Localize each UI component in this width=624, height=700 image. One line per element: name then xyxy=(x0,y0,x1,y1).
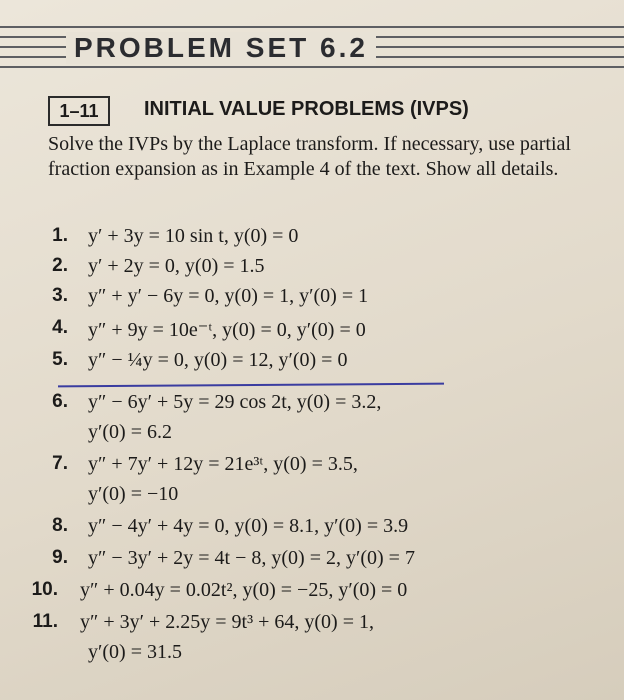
problem-equation: y′ + 3y = 10 sin t, y(0) = 0 xyxy=(88,225,299,247)
problem-equation: y″ + 7y′ + 12y = 21e³ᵗ, y(0) = 3.5, xyxy=(88,453,358,475)
instructions-paragraph: Solve the IVPs by the Laplace transform. If necessary, use partial fraction expansion as in Example 4 of the text. Show all details. xyxy=(48,133,571,180)
problem-equation: y″ − ¼y = 0, y(0) = 12, y′(0) = 0 xyxy=(88,349,348,371)
problem-equation: y″ + 0.04y = 0.02t², y(0) = −25, y′(0) = 0 xyxy=(80,579,408,601)
problem-equation: y″ + y′ − 6y = 0, y(0) = 1, y′(0) = 1 xyxy=(88,285,369,307)
problem-equation: y″ − 3y′ + 2y = 4t − 8, y(0) = 2, y′(0) = 7 xyxy=(88,547,415,569)
problem-number: 6. xyxy=(52,391,68,412)
problem-equation: y″ − 6y′ + 5y = 29 cos 2t, y(0) = 3.2, xyxy=(88,391,382,413)
problem-equation: y″ + 9y = 10e⁻ᵗ, y(0) = 0, y′(0) = 0 xyxy=(88,319,366,341)
section-title: INITIAL VALUE PROBLEMS (IVPS) xyxy=(144,98,469,120)
problem-number: 2. xyxy=(52,255,68,276)
problem-number: 3. xyxy=(52,285,68,306)
problem-number: 1. xyxy=(52,225,68,246)
problem-number: 8. xyxy=(52,515,68,536)
problem-number: 5. xyxy=(52,349,68,370)
problem-number: 4. xyxy=(52,317,68,338)
problem-set-title: PROBLEM SET 6.2 xyxy=(66,32,376,64)
problem-equation: y″ + 3y′ + 2.25y = 9t³ + 64, y(0) = 1, xyxy=(80,611,374,633)
problem-number: 10. xyxy=(31,579,58,600)
header-rule xyxy=(0,66,624,68)
problem-equation: y′ + 2y = 0, y(0) = 1.5 xyxy=(88,255,265,277)
section-range-box: 1–11 xyxy=(48,96,110,126)
problem-continuation: y′(0) = 31.5 xyxy=(88,641,182,663)
problem-equation: y″ − 4y′ + 4y = 0, y(0) = 8.1, y′(0) = 3.9 xyxy=(88,515,409,537)
problem-continuation: y′(0) = −10 xyxy=(88,483,179,505)
header-rule xyxy=(0,26,624,28)
problem-number: 7. xyxy=(52,453,68,474)
problem-number: 11. xyxy=(32,611,58,632)
problem-number: 9. xyxy=(52,547,68,568)
ink-underline xyxy=(58,383,444,388)
problem-continuation: y′(0) = 6.2 xyxy=(88,421,172,443)
